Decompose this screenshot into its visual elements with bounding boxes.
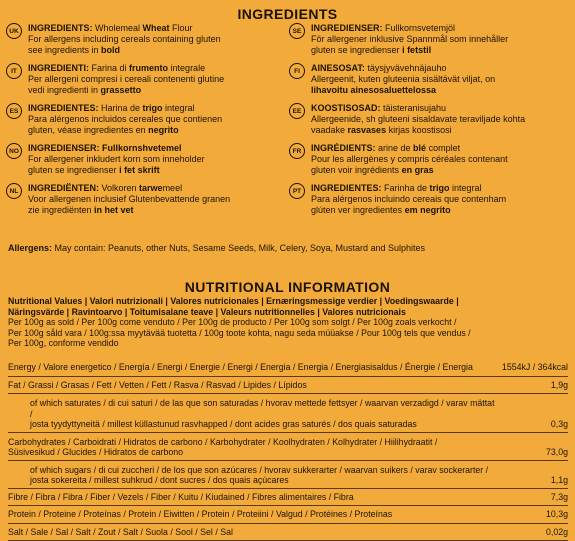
ingredient-text: Wholemeal [92, 23, 143, 33]
ingredient-text-end: integrale [168, 63, 206, 73]
nutrient-value: 73,0g [498, 432, 568, 460]
nutrient-value: 0,3g [498, 394, 568, 433]
nutrient-label-line-1: Fat / Grassi / Grasas / Fett / Vetten / Fett / Rasva / Rasvad / Lipides / Lípidos [8, 379, 307, 390]
country-badge: IT [6, 63, 22, 79]
ingredient-line-3 [311, 85, 567, 96]
nutrient-value: 0,02g [498, 523, 568, 541]
ingredient-heading: INGREDIENSER: Fullkornshvetemel [28, 143, 182, 153]
ingredient-line-1 [311, 63, 567, 74]
ingredient-line-3-bold: en gras [401, 165, 434, 175]
ingredient-line-2: For allergener inkludert korn som inneholder [28, 154, 205, 164]
ingredients-column-left [6, 23, 284, 223]
ingredient-line-1 [28, 63, 284, 74]
nutrient-label-line-2: josta tyydyttyneitä / millest küllastunud rasvhapped / dont acides gras saturés / dos quais saturadas [30, 419, 417, 429]
allergens-statement [8, 243, 425, 254]
ingredient-line-3-bold: i fetstil [402, 45, 432, 55]
ingredient-entry-pt [289, 183, 567, 223]
ingredient-line-1 [311, 23, 567, 34]
ingredient-line-3-bold: negrito [148, 125, 179, 135]
ingredient-line-2: För allergener inklusive Spannmål som innehåller [311, 34, 509, 44]
nutrient-label-line-1: of which saturates / di cui saturi / de las que son saturadas / hvorav mettede fettsyer / waarvan verzadigd / varav mättat / [30, 398, 495, 419]
nutrient-label [8, 376, 498, 394]
nutrient-value: 7,3g [498, 488, 568, 506]
ingredient-line-3-bold: rasvases [347, 125, 387, 135]
nutrition-header [8, 296, 568, 349]
country-badge: EE [289, 103, 305, 119]
nutrient-label-line-1: Salt / Sale / Sal / Salt / Zout / Salt / Suola / Sool / Sel / Sal [8, 526, 233, 537]
ingredient-line-3-text: gluten voir ingrédients [311, 165, 402, 175]
ingredient-allergen-keyword: Wheat [142, 23, 170, 33]
ingredient-line-3-text: zie ingrediënten [28, 205, 95, 215]
ingredient-entry-uk [6, 23, 284, 63]
ingredient-heading: INGREDIENTI: [28, 63, 90, 73]
table-row [8, 359, 568, 376]
ingredient-entry-no [6, 143, 284, 183]
ingredient-line-3 [311, 165, 567, 176]
ingredient-line-3-bold: in het vet [94, 205, 134, 215]
ingredient-heading: INGREDIENTES: [28, 103, 99, 113]
table-row [8, 506, 568, 524]
ingredient-heading: AINESOSAT: [311, 63, 365, 73]
nutrient-label-line-2: josta sokereita / millest suhkrud / dont sucres / dos quais açúcares [30, 475, 289, 485]
ingredient-entry-fi [289, 63, 567, 103]
table-row [8, 376, 568, 394]
ingredient-heading: INGREDIËNTEN: [28, 183, 100, 193]
country-badge: SE [289, 23, 305, 39]
ingredient-line-2: Voor allergenen inclusief Glutenbevattende granen [28, 194, 231, 204]
ingredient-line-3 [311, 45, 567, 56]
per-100g-line-3: Per 100g, conforme vendido [8, 338, 119, 348]
per-100g-line-1: Per 100g as sold / Per 100g come venduto / Per 100g de producto / Per 100g som solgt / Per 100g zoals verkocht / [8, 317, 457, 327]
ingredient-text-end: integral [449, 183, 482, 193]
nutrition-values-heading-1: Nutritional Values | Valori nutrizionali | Valores nutricionales | Ernæringsmessige verdier | Voedingswaarde | [8, 296, 459, 306]
ingredient-line-3 [28, 85, 284, 96]
ingredient-text: Farina di [89, 63, 130, 73]
ingredient-entry-it [6, 63, 284, 103]
ingredient-text: täisteranisujahu [380, 103, 447, 113]
ingredient-line-3-bold: grassetto [100, 85, 142, 95]
ingredient-line-2: Allergeenide, sh gluteeni sisaldavate teraviljade kohta [311, 114, 526, 124]
ingredient-heading: INGREDIENTS: [28, 23, 93, 33]
ingredient-line-3-end: kirjas koostisosi [386, 125, 452, 135]
ingredient-line-3 [311, 125, 567, 136]
per-100g-line-2: Per 100g såld vara / 100g:ssa myytävää tuotetta / 100g toote kohta, nagu seda müüakse / Pour 100g tels que vendus / [8, 327, 471, 338]
ingredient-heading: INGREDIENTES: [311, 183, 382, 193]
ingredient-entry-nl [6, 183, 284, 223]
ingredient-line-3 [28, 45, 284, 56]
nutrient-label-line-1: of which sugars / di cui zuccheri / de los que son azúcares / hvorav sukkerarter / waarvan suikers / varav sockerarter / [30, 464, 489, 475]
ingredient-allergen-keyword: frumento [129, 63, 169, 73]
nutrition-table [8, 359, 568, 541]
ingredient-entry-se [289, 23, 567, 63]
ingredient-line-1 [311, 103, 567, 114]
nutrient-label-line-1: Energy / Valore energetico / Energía / Energi / Energie / Energi / Energia / Energia / Energiasisaldus / Énergie / Energia [8, 362, 473, 372]
nutrient-label-line-1: Fibre / Fibra / Fibra / Fiber / Vezels / Fiber / Kuitu / Kiudained / Fibres alimentaires / Fibra [8, 491, 354, 502]
ingredient-line-3-bold: em negrito [404, 205, 451, 215]
country-badge: NL [6, 183, 22, 199]
ingredient-line-3-text: see ingredients in [28, 45, 102, 55]
ingredient-line-2: Per allergeni compresi i cereali contenenti glutine [28, 74, 225, 84]
ingredients-column-right [289, 23, 567, 223]
country-badge: FI [289, 63, 305, 79]
nutrient-value: 1,9g [498, 376, 568, 394]
ingredient-line-2: Para alérgenos incluindo cereais que contenham [311, 194, 507, 204]
ingredient-line-2: Allergeenit, kuten gluteenia sisältävät viljat, on [311, 74, 496, 84]
ingredient-line-3-text: vaadake [311, 125, 348, 135]
ingredient-line-2: For allergens including cereals containing gluten [28, 34, 221, 44]
ingredient-text: Volkoren [99, 183, 140, 193]
ingredient-text-end: Flour [169, 23, 193, 33]
ingredient-line-3-bold: lihavoitu ainesosaluettelossa [311, 85, 437, 95]
ingredient-heading: KOOSTISOSAD: [311, 103, 381, 113]
nutrient-value: 1,1g [498, 460, 568, 488]
ingredient-allergen-keyword: trigo [429, 183, 450, 193]
table-row [8, 488, 568, 506]
ingredient-allergen-keyword: trigo [142, 103, 163, 113]
ingredient-allergen-keyword: tarwe [139, 183, 163, 193]
ingredient-text: Farinha de [381, 183, 430, 193]
ingredient-line-3-text: vedi ingredienti in [28, 85, 101, 95]
ingredient-text-end: complet [426, 143, 461, 153]
ingredient-entry-es [6, 103, 284, 143]
nutrition-title: NUTRITIONAL INFORMATION [184, 279, 391, 295]
ingredient-line-1 [28, 23, 284, 34]
ingredient-line-1 [28, 143, 284, 154]
nutrient-label-line-1: Protein / Proteine / Proteínas / Protein / Eiwitten / Protein / Proteiini / Valgud / Protéines / Proteínas [8, 509, 393, 519]
ingredient-line-3 [28, 165, 284, 176]
ingredient-line-3-bold: bold [101, 45, 121, 55]
nutrient-label [8, 488, 498, 506]
ingredient-line-2: Pour les allergènes y compris céréales contenant [311, 154, 508, 164]
ingredient-heading: INGREDIENSER: [311, 23, 383, 33]
ingredients-title: INGREDIENTS [237, 6, 338, 22]
ingredient-entry-ee [289, 103, 567, 143]
ingredient-text-end: integral [162, 103, 195, 113]
ingredient-line-1 [311, 143, 567, 154]
country-badge: FR [289, 143, 305, 159]
nutrient-label [8, 506, 498, 524]
nutrient-label [8, 432, 498, 460]
nutrition-values-heading-2: Näringsvärde | Ravintoarvo | Toitumisalane teave | Valeurs nutritionnelles | Valores nutricionais [8, 306, 406, 317]
ingredient-heading: INGRÉDIENTS: [311, 143, 376, 153]
ingredient-line-3 [28, 125, 284, 136]
ingredient-line-1 [28, 183, 284, 194]
country-badge: NO [6, 143, 22, 159]
ingredient-line-1 [311, 183, 567, 194]
ingredient-line-3-bold: i fet skrift [119, 165, 160, 175]
ingredient-text: Harina de [98, 103, 143, 113]
nutrient-value: 1554kJ / 364kcal [498, 359, 568, 376]
nutrient-label [8, 359, 498, 376]
country-badge: ES [6, 103, 22, 119]
table-row [8, 460, 568, 488]
ingredient-text: arine de [375, 143, 414, 153]
country-badge: PT [289, 183, 305, 199]
country-badge: UK [6, 23, 22, 39]
ingredient-entry-fr [289, 143, 567, 183]
ingredient-line-2: Para alérgenos incluidos cereales que contienen [28, 114, 223, 124]
allergens-label: Allergens: [8, 243, 53, 253]
allergens-text: May contain: Peanuts, other Nuts, Sesame Seeds, Milk, Celery, Soya, Mustard and Sulphites [52, 243, 426, 253]
ingredient-line-3 [28, 205, 284, 216]
ingredient-text: Fullkornsvetemjöl [382, 23, 456, 33]
nutrient-label-line-2: Süsivesikud / Glucides / Hidratos de carbono [8, 447, 184, 457]
ingredient-allergen-keyword: blé [413, 143, 427, 153]
ingredient-line-3-text: gluten, véase ingredientes en [28, 125, 149, 135]
table-row [8, 432, 568, 460]
ingredient-text: täysjyvävehnäjauho [364, 63, 447, 73]
ingredient-line-3 [311, 205, 567, 216]
nutrient-value: 10,3g [498, 506, 568, 524]
ingredient-line-3-text: gluten se ingredienser [311, 45, 403, 55]
ingredient-line-3-text: glúten ver ingredientes [311, 205, 405, 215]
nutrient-label [8, 394, 498, 433]
table-row [8, 394, 568, 433]
nutrient-label [8, 460, 498, 488]
ingredient-text-end: meel [162, 183, 183, 193]
ingredient-line-3-text: gluten se ingredienser [28, 165, 120, 175]
nutrient-label-line-1: Carbohydrates / Carboidrati / Hidratos de carbono / Karbohydrater / Koolhydraten / Kolhydrater / Hiilihydraatit / [8, 436, 438, 447]
ingredient-line-1 [28, 103, 284, 114]
